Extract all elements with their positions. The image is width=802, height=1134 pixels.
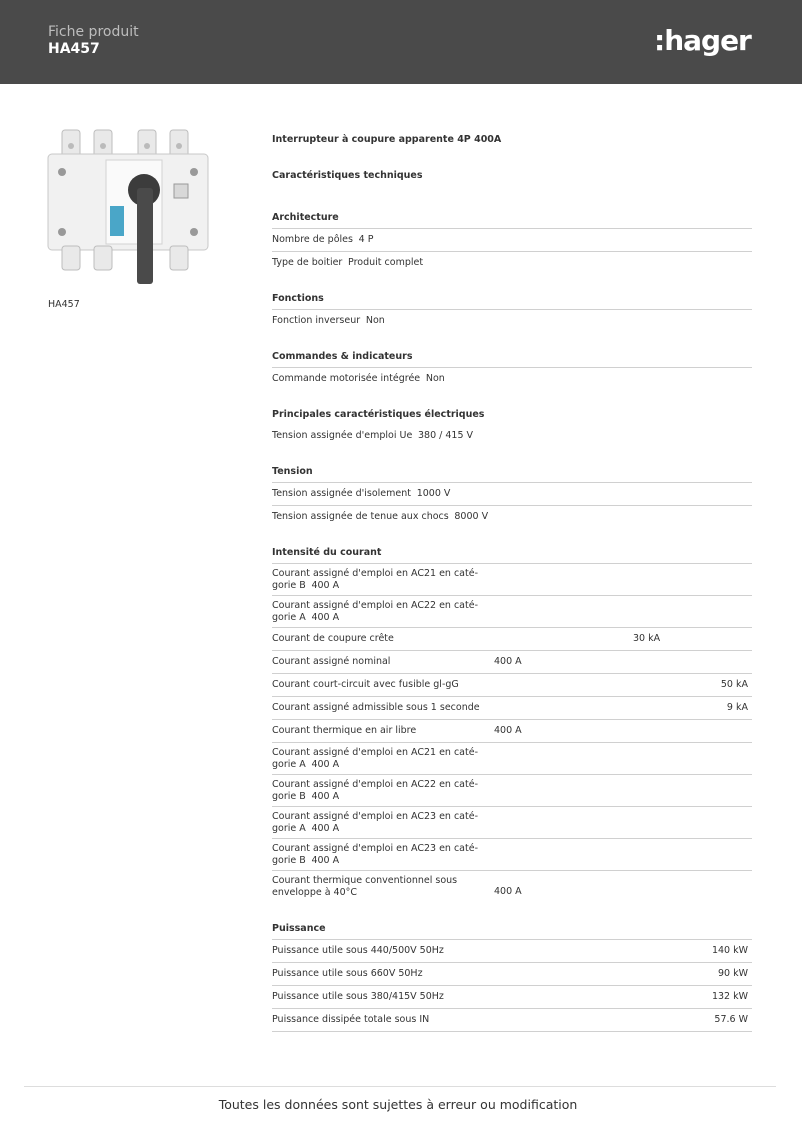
spec-row: Tension assignée d'isolement 1000 V: [272, 483, 752, 506]
spec-row: Puissance utile sous 440/500V 50Hz 140 kW: [272, 940, 752, 963]
product-reference: HA457: [48, 41, 100, 57]
product-title: Interrupteur à coupure apparente 4P 400A: [272, 134, 502, 145]
image-caption: HA457: [48, 299, 80, 310]
spec-row: Courant court-circuit avec fusible gl-gG 50 kA: [272, 674, 752, 697]
spec-row: Fonction inverseur Non: [272, 315, 385, 326]
spec-row: Courant assigné d'emploi en AC22 en caté- gorie A 400 A: [272, 596, 752, 628]
spec-row: Nombre de pôles 4 P: [272, 229, 752, 252]
spec-row: Courant assigné nominal 400 A: [272, 651, 752, 674]
footer-disclaimer: Toutes les données sont sujettes à erreur ou modification: [218, 1097, 578, 1112]
spec-row: Courant thermique conventionnel sous enveloppe à 40°C 400 A: [272, 875, 522, 898]
spec-row: Type de boitier Produit complet: [272, 257, 424, 268]
section-title: Architecture: [272, 212, 339, 223]
spec-row: Courant thermique en air libre 400 A: [272, 720, 752, 743]
spec-row: Puissance utile sous 380/415V 50Hz 132 kW: [272, 986, 752, 1009]
spec-row: Courant assigné d'emploi en AC23 en caté- gorie B 400 A: [272, 839, 752, 871]
section-title: Commandes & indicateurs: [272, 351, 413, 362]
spec-row: Courant assigné d'emploi en AC23 en caté- gorie A 400 A: [272, 807, 752, 839]
section-title: Intensité du courant: [272, 547, 382, 558]
spec-row: Courant de coupure crête 30 kA: [272, 628, 752, 651]
product-image: [44, 128, 214, 290]
spec-row: Puissance dissipée totale sous IN 57.6 W: [272, 1009, 752, 1032]
hager-logo: :hager: [654, 24, 751, 57]
section-title: Tension: [272, 466, 313, 477]
specs-heading: Caractéristiques techniques: [272, 170, 423, 181]
spec-row: Courant assigné d'emploi en AC22 en caté- gorie B 400 A: [272, 775, 752, 807]
spec-content: [272, 133, 752, 1032]
spec-row: Puissance utile sous 660V 50Hz 90 kW: [272, 963, 752, 986]
spec-row: Courant assigné d'emploi en AC21 en caté- gorie A 400 A: [272, 743, 752, 775]
spec-row: Courant assigné d'emploi en AC21 en caté- gorie B 400 A: [272, 564, 752, 596]
section-title: Principales caractéristiques électriques: [272, 409, 485, 420]
footer-divider: [24, 1086, 776, 1087]
section-title: Puissance: [272, 923, 326, 934]
spec-row: Tension assignée de tenue aux chocs 8000 V: [272, 511, 489, 522]
spec-row: Tension assignée d'emploi Ue 380 / 415 V: [272, 430, 474, 441]
section-title: Fonctions: [272, 293, 324, 304]
spec-row: Courant assigné admissible sous 1 seconde 9 kA: [272, 697, 752, 720]
document-type: Fiche produit: [48, 24, 139, 40]
spec-row: Commande motorisée intégrée Non: [272, 373, 445, 384]
header-bar: [0, 0, 802, 84]
